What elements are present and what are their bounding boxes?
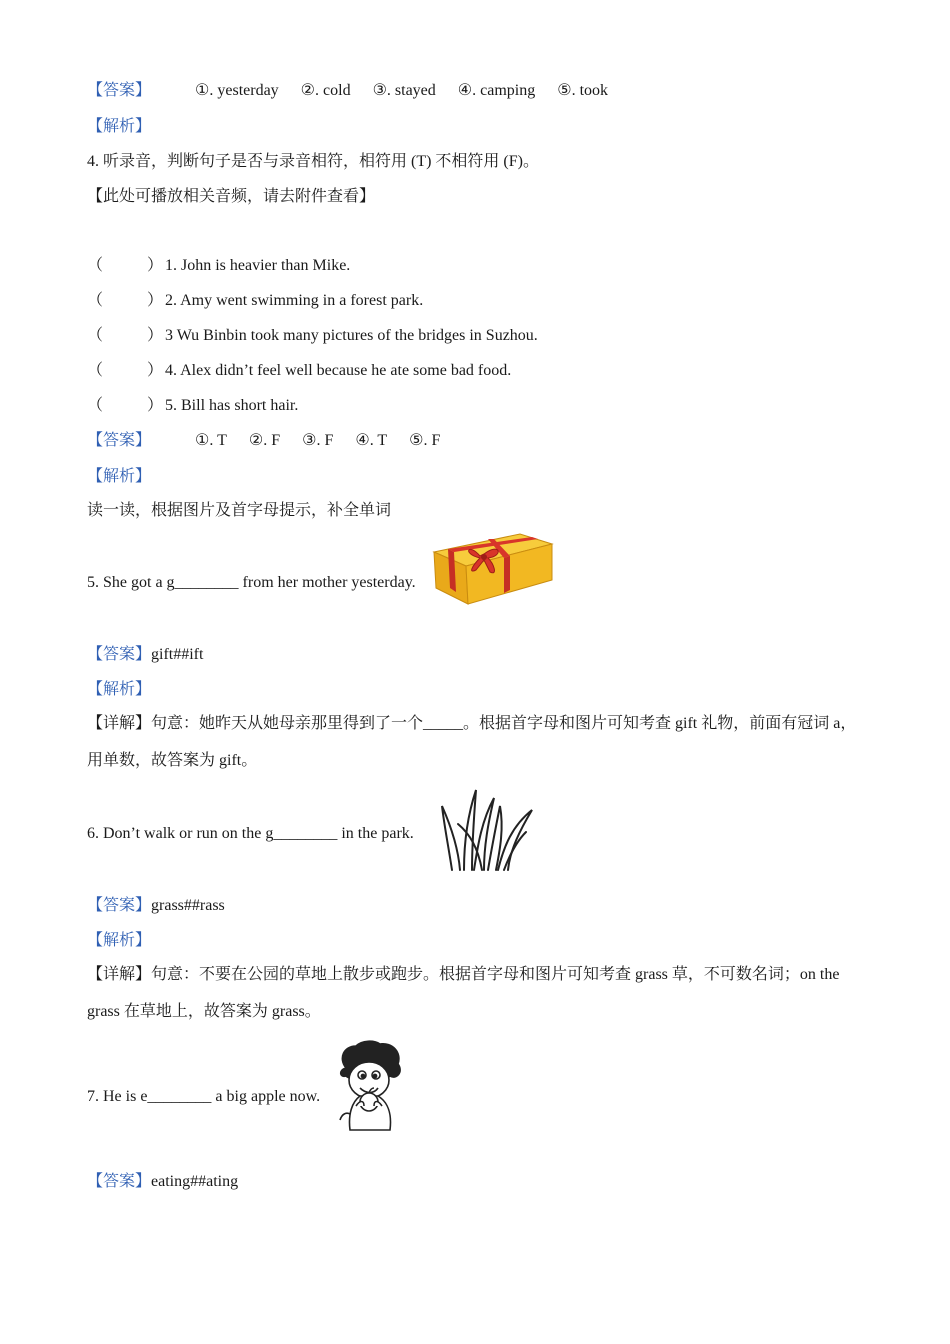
answer-tag: 【答案】eating##ating xyxy=(87,1173,239,1190)
question-sentence: 6. Don’t walk or run on the g________ in the park. xyxy=(87,825,414,842)
analysis-tag: 【解析】 xyxy=(87,468,152,485)
judge-item: （ ） 4. Alex didn’t feel well because he ate some bad food. xyxy=(87,362,512,379)
judge-item: （ ） 5. Bill has short hair. xyxy=(87,397,299,414)
answer-tag: 【答案】 xyxy=(87,432,152,449)
answer-item: ④. T xyxy=(355,432,388,449)
judge-item: （ ） 1. John is heavier than Mike. xyxy=(87,257,351,274)
boy-eating-apple-icon xyxy=(334,1040,406,1132)
detail-text: 句意：她昨天从她母亲那里得到了一个_____。根据首字母和图片可知考查 gift 礼物，前面有冠词 a，用单数，故答案为 gift。 xyxy=(87,715,857,769)
answer-item: ①. T xyxy=(195,432,227,449)
answer-item: ⑤. F xyxy=(409,432,441,449)
judge-item: （ ） 2. Amy went swimming in a forest park. xyxy=(87,292,424,309)
q3-answer-row xyxy=(87,81,626,101)
detail-tag: 【详解】 xyxy=(87,966,152,983)
answer-text: grass##rass xyxy=(151,897,225,914)
gift-box-icon xyxy=(428,530,556,608)
analysis-tag: 【解析】 xyxy=(87,681,152,698)
grass-icon xyxy=(438,784,536,874)
detail-paragraph xyxy=(87,705,867,779)
question-title: 4. 听录音，判断句子是否与录音相符，相符用 (T) 不相符用 (F)。 xyxy=(87,153,539,170)
detail-tag: 【详解】 xyxy=(87,715,152,732)
answer-item: ③. F xyxy=(302,432,334,449)
answer-item: ④. camping xyxy=(457,82,536,99)
detail-text: 句意：不要在公园的草地上散步或跑步。根据首字母和图片可知考查 grass 草，不可数名词；on the grass 在草地上，故答案为 grass。 xyxy=(87,966,840,1020)
audio-note: 【此处可播放相关音频，请去附件查看】 xyxy=(87,188,376,205)
question-sentence: 5. She got a g________ from her mother yesterday. xyxy=(87,574,416,591)
judge-item: （ ） 3 Wu Binbin took many pictures of the bridges in Suzhou. xyxy=(87,327,538,344)
analysis-tag: 【解析】 xyxy=(87,932,152,949)
answer-text: gift##ift xyxy=(151,646,204,663)
question-sentence: 7. He is e________ a big apple now. xyxy=(87,1088,321,1105)
q4-answer-row xyxy=(87,431,458,451)
answer-item: ③. stayed xyxy=(372,82,436,99)
section-instruction: 读一读，根据图片及首字母提示，补全单词 xyxy=(87,502,392,519)
answer-item: ②. cold xyxy=(300,82,351,99)
answer-text: eating##ating xyxy=(151,1173,239,1190)
analysis-tag: 【解析】 xyxy=(87,118,152,135)
detail-paragraph xyxy=(87,956,867,1030)
answer-item: ⑤. took xyxy=(557,82,609,99)
answer-tag: 【答案】grass##rass xyxy=(87,897,225,914)
answer-tag: 【答案】gift##ift xyxy=(87,646,204,663)
answer-item: ①. yesterday xyxy=(195,82,279,99)
answer-tag: 【答案】 xyxy=(87,82,152,99)
answer-item: ②. F xyxy=(248,432,281,449)
